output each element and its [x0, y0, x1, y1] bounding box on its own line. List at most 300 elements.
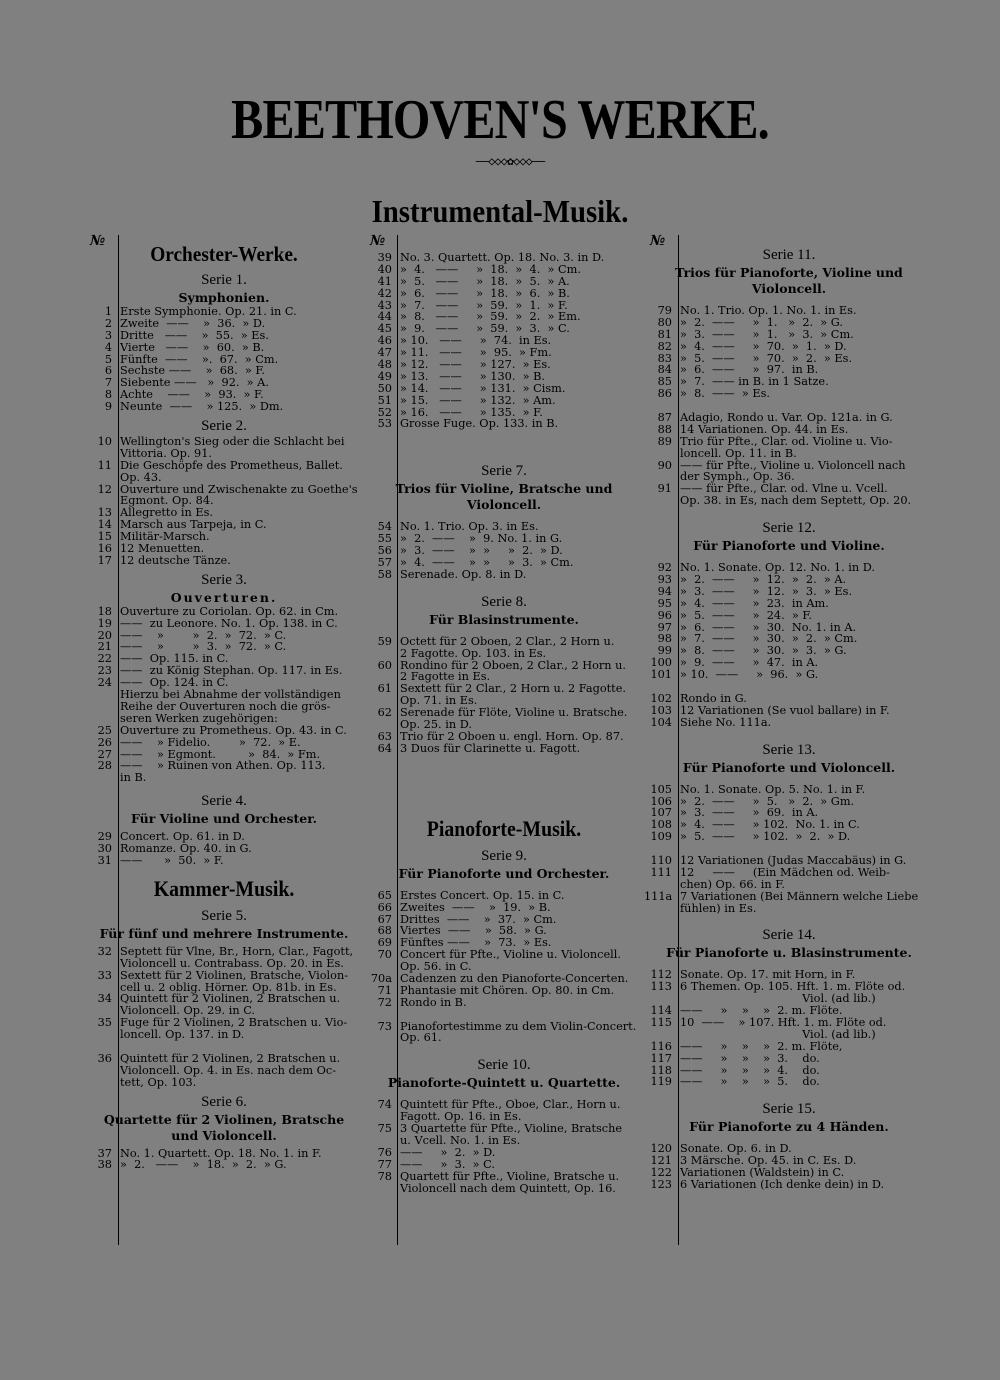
entry-text: loncell. Op. 137. in D.: [120, 1028, 245, 1042]
catalog-entry: [84, 318, 364, 330]
entry-text: Violoncell. Op. 29. in C.: [120, 1004, 256, 1018]
entry-number: 99: [657, 644, 672, 658]
catalog-entry: [644, 388, 934, 400]
entry-number: 54: [377, 520, 392, 534]
entry-number: 94: [657, 584, 672, 598]
entry-number: 88: [657, 422, 672, 436]
catalog-entry: [84, 1053, 364, 1065]
entry-text: Hierzu bei Abnahme der vollständigen: [120, 688, 341, 702]
entry-number: 80: [657, 315, 672, 329]
entry-text: 12 Variationen (Judas Maccabäus) in G.: [680, 853, 907, 867]
catalog-entry: [364, 902, 644, 914]
catalog-list: [364, 890, 644, 1045]
entry-number: 121: [650, 1154, 672, 1168]
entry-text: » 6. —— » 18. » 6. » B.: [400, 286, 570, 300]
catalog-list: [364, 521, 644, 580]
entry-number: 72: [377, 995, 392, 1009]
catalog-entry: [364, 890, 644, 902]
catalog-list: [644, 1143, 934, 1191]
catalog-entry: [84, 555, 364, 567]
entry-text: » 5. —— » 102. » 2. » D.: [680, 830, 851, 844]
entry-text: Violoncell nach dem Quintett, Op. 16.: [400, 1181, 616, 1195]
entry-number: 71: [377, 983, 392, 997]
entry-text: Concert. Op. 61. in D.: [120, 830, 245, 844]
catalog-entry: [364, 1159, 644, 1171]
entry-number: 113: [650, 980, 672, 994]
entry-text: » 9. —— » 47. in A.: [680, 656, 819, 670]
category-heading: Pianoforte-Musik.: [426, 815, 582, 841]
entry-text: loncell. Op. 11. in B.: [680, 446, 797, 460]
catalog-entry: [84, 1077, 364, 1089]
entry-text: —— zu König Stephan. Op. 117. in Es.: [120, 664, 343, 678]
catalog-list: [84, 831, 364, 867]
entry-text: Quintett für Pfte., Oboe, Clar., Horn u.: [400, 1098, 621, 1112]
catalog-entry: [364, 997, 644, 1009]
entry-number: 32: [97, 944, 112, 958]
entry-text: » 4. —— » 70. » 1. » D.: [680, 339, 847, 353]
entry-text: Adagio, Rondo u. Var. Op. 121a. in G.: [680, 411, 893, 425]
entry-text: » 2. —— » 9. No. 1. in G.: [400, 532, 563, 546]
entry-text: 12 —— (Ein Mädchen od. Weib-: [680, 865, 890, 879]
serie-heading: Serie 6.: [201, 1093, 247, 1110]
entry-number: 23: [97, 664, 112, 678]
catalog-entry: [84, 970, 364, 982]
entry-text: Trio für Pfte., Clar. od. Violine u. Vio-: [680, 434, 893, 448]
entry-text: —— » 2. » D.: [400, 1145, 496, 1159]
entry-number: 74: [377, 1098, 392, 1112]
entry-text: tett, Op. 103.: [120, 1075, 197, 1089]
entry-number: 46: [377, 334, 392, 348]
entry-number: 115: [650, 1015, 672, 1029]
group-heading: Ouverturen.: [170, 589, 278, 605]
entry-number: 61: [377, 682, 392, 696]
entry-text: Rondino für 2 Oboen, 2 Clar., 2 Horn u.: [400, 658, 627, 672]
entry-number: 25: [97, 723, 112, 737]
entry-number: 2: [104, 316, 112, 330]
entry-number: 79: [657, 304, 672, 317]
entry-text: » 12. —— » 127. » Es.: [400, 358, 551, 372]
catalog-entry: [644, 903, 934, 915]
entry-text: —— » » 3. » 72. » C.: [120, 640, 287, 654]
entry-text: Trio für 2 Oboen u. engl. Horn. Op. 87.: [400, 729, 624, 743]
entry-text: 12 deutsche Tänze.: [120, 553, 231, 567]
catalog-entry: [364, 636, 644, 648]
entry-number: 3: [104, 328, 112, 342]
entry-text: Serenade. Op. 8. in D.: [400, 567, 527, 581]
entry-number: 45: [377, 322, 392, 336]
entry-text: —— » Fidelio. » 72. » E.: [120, 735, 301, 749]
entry-text: » 3. —— » 12. » 3. » Es.: [680, 584, 853, 598]
entry-text: » 2. —— » 18. » 2. » G.: [120, 1158, 287, 1172]
entry-text: » 8. —— » 59. » 2. » Em.: [400, 310, 581, 324]
catalog-entry: [364, 1032, 644, 1044]
entry-text: Octett für 2 Oboen, 2 Clar., 2 Horn u.: [400, 634, 615, 648]
entry-text: 3 Duos für Clarinette u. Fagott.: [400, 741, 581, 755]
entry-number: 67: [377, 912, 392, 926]
entry-number: 93: [657, 573, 672, 587]
catalog-entry: [84, 401, 364, 413]
catalog-list: [84, 606, 364, 784]
entry-text: fühlen) in Es.: [680, 901, 757, 915]
entry-text: » 16. —— » 135. » F.: [400, 405, 543, 419]
entry-text: Quartett für Pfte., Violine, Bratsche u.: [400, 1169, 620, 1183]
entry-text: Die Geschöpfe des Prometheus, Ballet.: [120, 458, 343, 472]
entry-text: —— Op. 115. in C.: [120, 652, 229, 666]
serie-heading: Serie 7.: [481, 463, 527, 480]
catalog-entry: [644, 610, 934, 622]
catalog-entry: [644, 341, 934, 353]
entry-text: Op. 71. in Es.: [400, 694, 478, 708]
entry-text: » 10. —— » 96. » G.: [680, 668, 819, 682]
entry-number: 44: [377, 310, 392, 324]
entry-number: 84: [657, 363, 672, 377]
catalog-entry: [364, 383, 644, 395]
entry-text: —— für Pfte., Clar. od. Vlne u. Vcell.: [680, 482, 888, 496]
entry-text: —— für Pfte., Violine u. Violoncell nach: [680, 458, 906, 472]
entry-text: 14 Variationen. Op. 44. in Es.: [680, 422, 849, 436]
group-heading: Violoncell.: [466, 497, 542, 513]
entry-text: » 13. —— » 130. » B.: [400, 369, 546, 383]
catalog-entry: [644, 1179, 934, 1191]
catalog-list: [644, 969, 934, 1088]
group-heading: Für Pianoforte und Violoncell.: [682, 759, 896, 775]
entry-number: 36: [97, 1051, 112, 1065]
group-heading: Pianoforte-Quintett u. Quartette.: [387, 1075, 621, 1091]
entry-number: 51: [377, 393, 392, 407]
serie-heading: Serie 4.: [201, 793, 247, 810]
entry-number: 33: [97, 968, 112, 982]
entry-text: » 3. —— » 1. » 3. » Cm.: [680, 327, 854, 341]
entry-number: 10: [97, 435, 112, 449]
entry-text: Fagott. Op. 16. in Es.: [400, 1110, 522, 1124]
entry-text: Violoncell. Op. 4. in Es. nach dem Oc-: [120, 1063, 337, 1077]
entry-number: 108: [650, 818, 672, 832]
entry-number: 103: [650, 703, 672, 717]
catalog-entry: [644, 891, 934, 903]
entry-number: 83: [657, 351, 672, 365]
entry-number: 86: [657, 387, 672, 401]
entry-text: Sonate. Op. 6. in D.: [680, 1142, 792, 1156]
catalog-list: [644, 562, 934, 728]
catalog-list: [644, 305, 934, 507]
catalog-entry: [84, 713, 364, 725]
entry-text: u. Vcell. No. 1. in Es.: [400, 1133, 521, 1147]
entry-number: 27: [97, 747, 112, 761]
entry-text: » 3. —— » » » 2. » D.: [400, 544, 563, 558]
entry-text: —— Op. 124. in C.: [120, 676, 229, 690]
entry-text: Viertes —— » 58. » G.: [400, 924, 547, 938]
entry-number: 13: [97, 506, 112, 520]
entry-number: 4: [104, 340, 112, 354]
entry-number: 40: [377, 262, 392, 276]
number-header: №: [90, 233, 106, 249]
catalog-entry: [84, 946, 364, 958]
serie-heading: Serie 13.: [762, 741, 816, 758]
group-heading: Für fünf und mehrere Instrumente.: [99, 925, 349, 941]
entry-number: 89: [657, 434, 672, 448]
entry-number: 1: [104, 305, 112, 318]
entry-text: —— » Egmont. » 84. » Fm.: [120, 747, 321, 761]
entry-text: » 7. —— » 59. » 1. » F.: [400, 298, 568, 312]
entry-number: 104: [650, 715, 672, 729]
entry-text: No. 1. Quartett. Op. 18. No. 1. in F.: [120, 1146, 322, 1160]
entry-number: 59: [377, 634, 392, 648]
catalog-entry: [364, 264, 644, 276]
entry-text: Dritte —— » 55. » Es.: [120, 328, 269, 342]
serie-heading: Serie 14.: [762, 927, 816, 944]
entry-text: seren Werken zugehörigen:: [120, 711, 278, 725]
entry-text: 6 Variationen (Ich denke dein) in D.: [680, 1177, 885, 1191]
entry-text: Op. 61.: [400, 1031, 442, 1045]
catalog-entry: [644, 784, 934, 796]
group-heading: Trios für Violine, Bratsche und: [395, 481, 613, 497]
group-heading: Für Violine und Orchester.: [130, 811, 318, 827]
entry-text: Op. 43.: [120, 470, 162, 484]
entry-text: Vittoria. Op. 91.: [120, 446, 213, 460]
entry-text: Siehe No. 111a.: [680, 715, 772, 729]
catalog-entry: [84, 606, 364, 618]
entry-text: No. 1. Trio. Op. 1. No. 1. in Es.: [680, 304, 857, 317]
entry-number: 19: [97, 616, 112, 630]
catalog-list: [644, 784, 934, 915]
entry-text: » 6. —— » 97. in B.: [680, 363, 819, 377]
entry-text: Allegretto in Es.: [120, 506, 213, 520]
serie-heading: Serie 3.: [201, 571, 247, 588]
entry-text: Grosse Fuge. Op. 133. in B.: [400, 417, 559, 431]
entry-number: 11: [97, 458, 112, 472]
entry-number: 38: [97, 1158, 112, 1172]
entry-text: —— » » » 5. do.: [680, 1075, 820, 1089]
catalog-entry: [364, 743, 644, 755]
entry-number: 118: [650, 1063, 672, 1077]
entry-text: 12 Menuetten.: [120, 542, 205, 556]
entry-number: 91: [657, 482, 672, 496]
catalog-entry: [644, 879, 934, 891]
column-1: [84, 235, 364, 1245]
category-heading: Kammer-Musik.: [153, 875, 295, 901]
entry-number: 48: [377, 358, 392, 372]
entry-number: 68: [377, 924, 392, 938]
entry-text: Quintett für 2 Violinen, 2 Bratschen u.: [120, 1051, 341, 1065]
catalog-list: [364, 252, 644, 430]
entry-number: 65: [377, 888, 392, 902]
entry-number: 120: [650, 1142, 672, 1156]
catalog-entry: [84, 958, 364, 970]
entry-number: 96: [657, 608, 672, 622]
catalog-list: [84, 946, 364, 1089]
entry-number: 92: [657, 561, 672, 575]
entry-text: » 11. —— » 95. » Fm.: [400, 346, 552, 360]
catalog-entry: [644, 424, 934, 436]
entry-number: 111a: [644, 889, 673, 903]
entry-text: Fünftes —— » 73. » Es.: [400, 936, 552, 950]
entry-number: 119: [650, 1075, 672, 1089]
entry-text: Rondo in G.: [680, 691, 747, 705]
group-heading: Quartette für 2 Violinen, Bratsche: [103, 1111, 345, 1127]
entry-text: Achte —— » 93. » F.: [120, 388, 264, 402]
entry-text: Violoncell u. Contrabass. Op. 20. in Es.: [120, 956, 344, 970]
entry-number: 63: [377, 729, 392, 743]
entry-number: 78: [377, 1169, 392, 1183]
catalog-entry: [364, 1183, 644, 1195]
entry-number: 41: [377, 274, 392, 288]
entry-text: » 5. —— » 18. » 5. » A.: [400, 274, 570, 288]
entry-number: 123: [650, 1177, 672, 1191]
group-heading: Violoncell.: [751, 281, 827, 296]
entry-number: 69: [377, 936, 392, 950]
catalog-list: [84, 306, 364, 413]
catalog-entry: [84, 472, 364, 484]
entry-text: in B.: [120, 771, 147, 785]
entry-text: —— » 50. » F.: [120, 853, 224, 867]
serie-heading: Serie 2.: [201, 418, 247, 435]
catalog-entry: [364, 1009, 644, 1021]
entry-text: Egmont. Op. 84.: [120, 494, 214, 508]
catalog-entry: [84, 737, 364, 749]
entry-text: Op. 25. in D.: [400, 718, 472, 732]
group-heading: Für Pianoforte und Violine.: [693, 538, 885, 554]
catalog-entry: [364, 569, 644, 581]
entry-number: 43: [377, 298, 392, 312]
entry-number: 47: [377, 346, 392, 360]
entry-number: 77: [377, 1157, 392, 1171]
catalog-entry: [644, 495, 934, 507]
entry-number: 73: [377, 1019, 392, 1033]
entry-number: 50: [377, 381, 392, 395]
entry-number: 6: [104, 364, 112, 378]
entry-text: —— » 3. » C.: [400, 1157, 495, 1171]
entry-text: » 2. —— » 12. » 2. » A.: [680, 573, 847, 587]
entry-text: Op. 38. in Es, nach dem Septett, Op. 20.: [680, 494, 912, 508]
entry-text: Serenade für Flöte, Violine u. Bratsche.: [400, 706, 628, 720]
catalog-entry: [364, 1171, 644, 1183]
catalog-entry: [364, 985, 644, 997]
group-heading: Symphonien.: [178, 290, 270, 305]
entry-text: Ouverture zu Prometheus. Op. 43. in C.: [120, 723, 347, 737]
entry-text: Phantasie mit Chören. Op. 80. in Cm.: [400, 983, 615, 997]
catalog-entry: [364, 371, 644, 383]
entry-number: 114: [650, 1004, 672, 1018]
entry-number: 87: [657, 411, 672, 425]
entry-number: 117: [650, 1051, 672, 1065]
entry-number: 82: [657, 339, 672, 353]
entry-text: Viol. (ad lib.): [680, 1027, 876, 1041]
entry-number: 52: [377, 405, 392, 419]
group-heading: Für Pianoforte u. Blasinstrumente.: [666, 945, 912, 961]
entry-text: » 14. —— » 131. » Cism.: [400, 381, 566, 395]
catalog-entry: [84, 618, 364, 630]
entry-text: cell u. 2 oblig. Hörner. Op. 81b. in Es.: [120, 980, 337, 994]
entry-text: —— zu Leonore. No. 1. Op. 138. in C.: [120, 616, 338, 630]
catalog-entry: [84, 330, 364, 342]
catalog-entry: [644, 448, 934, 460]
serie-heading: Serie 8.: [481, 593, 527, 610]
entry-text: » 4. —— » » » 3. » Cm.: [400, 556, 574, 570]
entry-text: Zweites —— » 19. » B.: [400, 900, 551, 914]
entry-number: 55: [377, 532, 392, 546]
entry-number: 95: [657, 596, 672, 610]
entry-number: 66: [377, 900, 392, 914]
catalog-entry: [644, 717, 934, 729]
catalog-entry: [364, 288, 644, 300]
entry-text: Militär-Marsch.: [120, 530, 210, 544]
catalog-list: [84, 1148, 364, 1172]
entry-number: 8: [104, 388, 112, 402]
entry-text: Fünfte —— ». 67. » Cm.: [120, 352, 279, 366]
entry-number: 64: [377, 741, 392, 755]
entry-text: » 5. —— » 70. » 2. » Es.: [680, 351, 853, 365]
group-heading: Für Pianoforte und Orchester.: [398, 865, 610, 881]
serie-heading: Serie 10.: [477, 1057, 531, 1074]
entry-text: » 7. —— in B. in 1 Satze.: [680, 375, 829, 389]
entry-text: Neunte —— » 125. » Dm.: [120, 400, 284, 414]
entry-text: —— » » » 2. m. Flöte.: [680, 1004, 843, 1018]
entry-text: » 9. —— » 59. » 3. » C.: [400, 322, 570, 336]
entry-number: 57: [377, 556, 392, 570]
entry-text: No. 1. Trio. Op. 3. in Es.: [400, 520, 539, 534]
entry-number: 98: [657, 632, 672, 646]
catalog-entry: [644, 867, 934, 879]
entry-number: 42: [377, 286, 392, 300]
catalog-entry: [644, 831, 934, 843]
entry-number: 39: [377, 251, 392, 264]
entry-text: » 10. —— » 74. in Es.: [400, 334, 552, 348]
entry-number: 102: [650, 691, 672, 705]
serie-heading: Serie 12.: [762, 520, 816, 537]
entry-text: —— » » » 4. do.: [680, 1063, 820, 1077]
entry-number: 110: [650, 853, 672, 867]
entry-text: 3 Märsche. Op. 45. in C. Es. D.: [680, 1154, 857, 1168]
entry-text: —— » Ruinen von Athen. Op. 113.: [120, 759, 326, 773]
entry-text: 7 Variationen (Bei Männern welche Liebe: [680, 889, 919, 903]
entry-number: 12: [97, 482, 112, 496]
entry-number: 22: [97, 652, 112, 666]
entry-text: Reihe der Ouverturen noch die grös-: [120, 699, 331, 713]
entry-text: Sextett für 2 Violinen, Bratsche, Violon-: [120, 968, 349, 982]
entry-number: 56: [377, 544, 392, 558]
entry-text: » 4. —— » 102. No. 1. in C.: [680, 818, 860, 832]
entry-text: Concert für Pfte., Violine u. Violoncell.: [400, 948, 621, 962]
catalog-entry: [84, 1065, 364, 1077]
number-header: №: [370, 233, 386, 249]
entry-number: 109: [650, 830, 672, 844]
catalog-entry: [364, 276, 644, 288]
ornament-divider: ——◇◇◇✿◇◇◇——: [475, 154, 545, 168]
entry-number: 76: [377, 1145, 392, 1159]
entry-text: Romanze. Op. 40. in G.: [120, 842, 252, 856]
entry-number: 90: [657, 458, 672, 472]
entry-number: 85: [657, 375, 672, 389]
entry-text: » 5. —— » 24. » F.: [680, 608, 813, 622]
catalog-entry: [644, 1076, 934, 1088]
group-heading: Für Pianoforte zu 4 Händen.: [689, 1119, 889, 1135]
catalog-entry: [644, 436, 934, 448]
entry-text: Op. 56. in C.: [400, 960, 472, 974]
entry-text: 3 Quartette für Pfte., Violine, Bratsche: [400, 1122, 623, 1136]
entry-text: —— » » » 3. do.: [680, 1051, 820, 1065]
number-header: №: [650, 233, 666, 249]
entry-text: Pianofortestimme zu dem Violin-Concert.: [400, 1019, 637, 1033]
group-heading: und Violoncell.: [171, 1127, 277, 1143]
entry-text: Erstes Concert. Op. 15. in C.: [400, 888, 565, 902]
catalog-list: [364, 1099, 644, 1194]
serie-heading: Serie 1.: [201, 272, 247, 288]
entry-number: 9: [104, 400, 112, 414]
entry-text: » 6. —— » 30. No. 1. in A.: [680, 620, 857, 634]
entry-text: Drittes —— » 37. » Cm.: [400, 912, 557, 926]
entry-number: 100: [650, 656, 672, 670]
catalog-entry: [644, 669, 934, 681]
